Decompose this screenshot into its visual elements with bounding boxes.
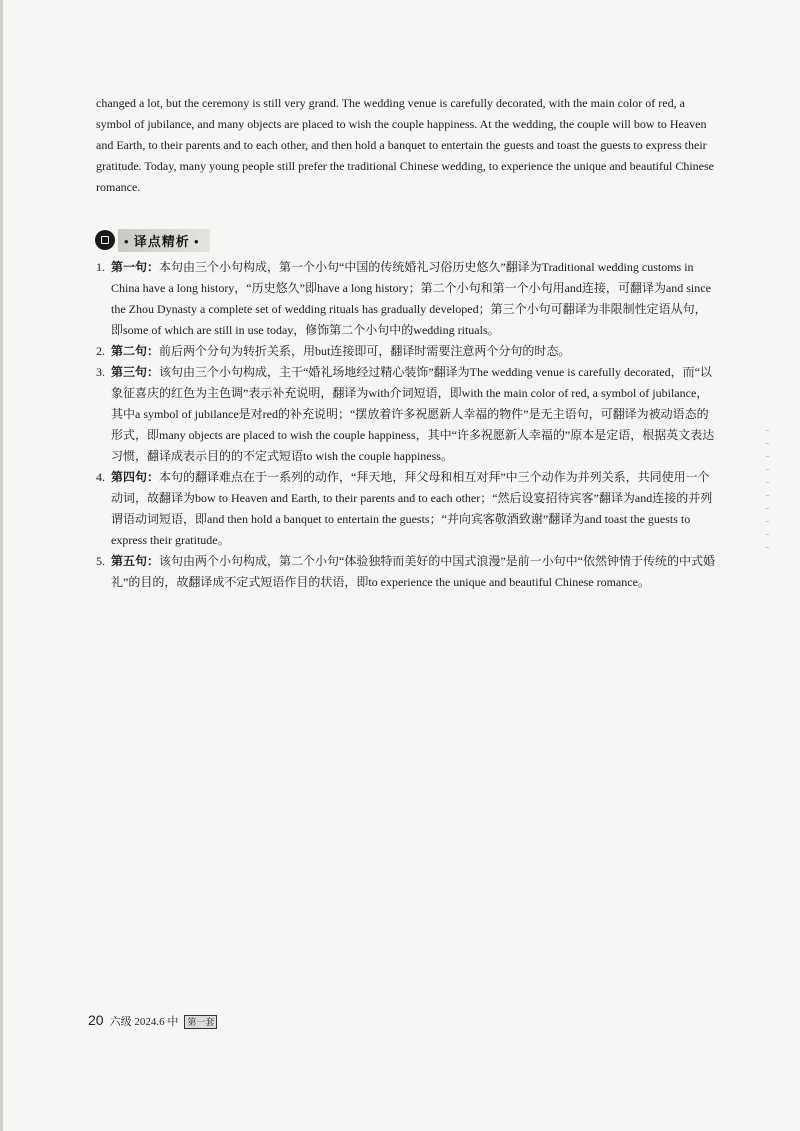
note-body: 本句由三个小句构成，第一个小句“中国的传统婚礼习俗历史悠久”翻译为Traditional wedding customs in China have a long history，“历史悠久”即have a long history；第二个小句和第一个小句用and连接，可翻译为and since the Zhou Dynasty a complete set of wedding rituals has gradually developed；第三个小句可翻译为非限制性定语从句，即some of which are still in use today，修饰第二个小句中的wedding rituals。 (111, 260, 711, 337)
note-item-5 (96, 551, 718, 593)
margin-dots (766, 430, 769, 550)
note-title: 第五句： (111, 554, 160, 568)
note-title: 第一句： (111, 260, 160, 274)
intro-paragraph: changed a lot, but the ceremony is still very grand. The wedding venue is carefully decorated, with the main color of red, a symbol of jubilance, and many objects are placed to wish the couple happiness. At the wedding, the couple will bow to Heaven and Earth, to their parents and to each other, and then hold a banquet to entertain the guests and toast the guests to express their gratitude. Today, many young people still prefer the traditional Chinese wedding, to experience the unique and beautiful Chinese romance. (96, 96, 714, 194)
note-number: 1. (96, 260, 105, 274)
note-item-4 (96, 467, 718, 551)
note-item-1 (96, 257, 718, 341)
note-number: 2. (96, 344, 105, 358)
note-number: 4. (96, 470, 105, 484)
box-icon (95, 230, 115, 250)
note-item-2 (96, 341, 718, 362)
note-title: 第四句： (111, 470, 160, 484)
note-item-3 (96, 362, 718, 467)
translation-notes-list (96, 257, 718, 593)
note-title: 第三句： (111, 365, 160, 379)
note-body: 前后两个分句为转折关系，用but连接即可，翻译时需要注意两个分句的时态。 (159, 344, 571, 358)
page-left-edge (0, 0, 3, 1131)
issue-label: 六级 2024.6 中 (109, 1016, 179, 1028)
issue-tag: 第一套 (184, 1015, 217, 1029)
note-title: 第二句： (111, 344, 160, 358)
note-body: 本句的翻译难点在于一系列的动作，“拜天地，拜父母和相互对拜”中三个动作为并列关系，共同使用一个动词，故翻译为bow to Heaven and Earth, to their parents and to each other；“然后设宴招待宾客”翻译为and连接的并列谓语动词短语，即and then hold a banquet to entertain the guests；“并向宾客敬酒致谢”翻译为and toast the guests to express their gratitude。 (111, 470, 713, 547)
page-number: 20 (88, 1012, 104, 1028)
note-number: 3. (96, 365, 105, 379)
section-heading (95, 229, 210, 251)
page-footer (88, 1012, 217, 1029)
note-number: 5. (96, 554, 105, 568)
section-title: • 译点精析 • (118, 229, 210, 252)
note-body: 该句由三个小句构成，主干“婚礼场地经过精心装饰”翻译为The wedding venue is carefully decorated，而“以象征喜庆的红色为主色调”表示补充说明，翻译为with介词短语，即with the main color of red, a symbol of jubilance，其中a symbol of jubilance是对red的补充说明；“摆放着许多祝愿新人幸福的物件”是无主语句，可翻译为被动语态的形式，即many objects are placed to wish the couple happiness，其中“许多祝愿新人幸福的”原本是定语，根据英文表达习惯，翻译成表示目的的不定式短语to wish the couple happiness。 (111, 365, 715, 463)
note-body: 该句由两个小句构成，第二个小句“体验独特而美好的中国式浪漫”是前一小句中“依然钟情于传统的中式婚礼”的目的，故翻译成不定式短语作目的状语，即to experience the unique and beautiful Chinese romance。 (111, 554, 715, 589)
